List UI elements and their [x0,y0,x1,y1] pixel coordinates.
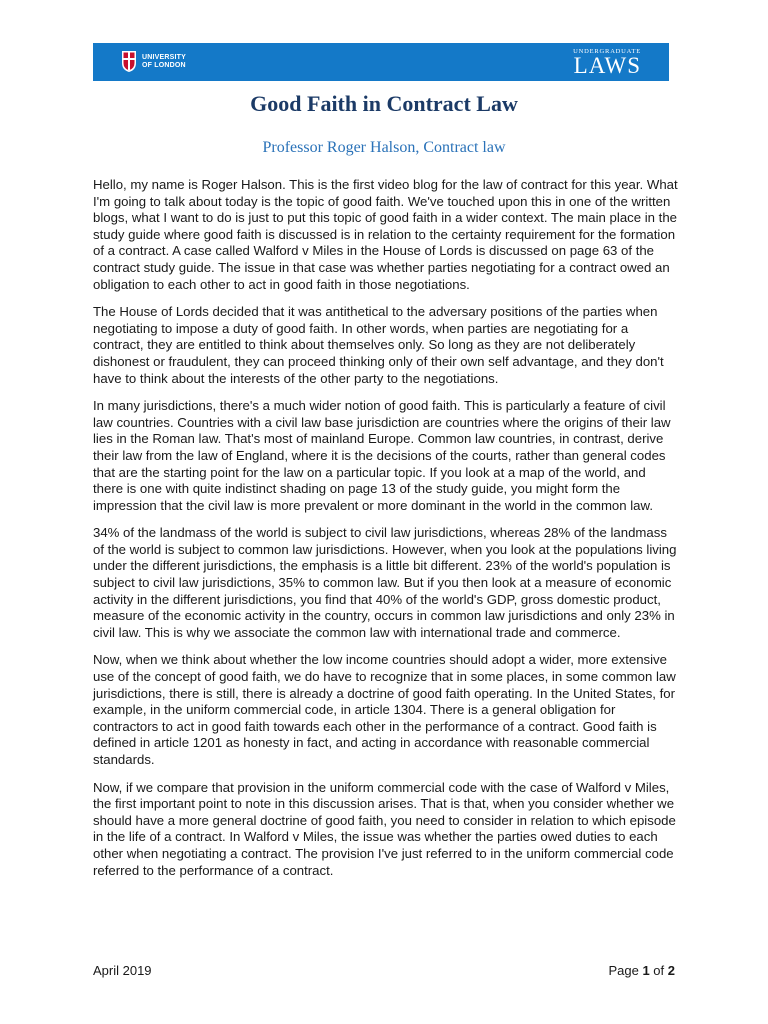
paragraph: The House of Lords decided that it was antithetical to the adversary positions of the parties when negotiating to impose a duty of good faith. In other words, when parties are negotiating for a contract, they are entitled to think about themselves only. So long as they are not deliberately dishonest or fraudulent, they can proceed thinking only of their own self advantage, and they don't have to think about the interests of the other party to the negotiations. [93,304,664,386]
page-total: 2 [667,963,675,978]
footer-date: April 2019 [93,963,152,978]
paragraph: In many jurisdictions, there's a much wider notion of good faith. This is particularly a feature of civil law countries. Countries with a civil law base jurisdiction are countries where the origins of their law lies in the Roman law. That's most of mainland Europe. Common law countries, in contrast, derive their law from the law of England, where it is the decisions of the courts, rather than general codes that are the starting point for the law on a particular topic. If you look at a map of the world, and there is one with quite indistinct shading on page 13 of the study guide, you might form the impression that the civil law is more prevalent or more dominant in the world in the common law. [93,398,671,513]
paragraph: Hello, my name is Roger Halson. This is the first video blog for the law of contract for this year. What I'm going to talk about today is the topic of good faith. We've touched upon this in one of the written blogs, what I want to do is just to put this topic of good faith in a wider context. The main place in the study guide where good faith is discussed is in relation to the certainty requirement for the formation of a contract. A case called Walford v Miles in the House of Lords is discussed on page 63 of the contract study guide. The issue in that case was whether parties negotiating for a contract owed an obligation to each other to act in good faith in those negotiations. [93,177,678,292]
paragraph: Now, if we compare that provision in the uniform commercial code with the case of Walford v Miles, the first important point to note in this discussion arises. That is that, when you consider whether we should have a more general doctrine of good faith, you need to consider in relation to which episode in the life of a contract. In Walford v Miles, the issue was whether the parties owed duties to each other when negotiating a contract. The provision I've just referred to in the uniform commercial code referred to the performance of a contract. [93,779,676,878]
document-body [93,177,679,890]
header-banner [93,43,669,81]
laws-wordmark: LAWS [573,53,641,78]
page-label: Page [608,963,639,978]
document-subtitle: Professor Roger Halson, Contract law [262,139,506,156]
undergraduate-laws-logo [573,48,641,77]
university-crest-icon [121,50,137,73]
university-of-london-logo [121,50,186,73]
footer-page-number [608,963,675,978]
laws-kicker: UNDERGRADUATE [573,48,641,55]
paragraph: Now, when we think about whether the low income countries should adopt a wider, more extensive use of the concept of good faith, we do have to recognize that in some places, in some common law jurisdictions, there is still, there is already a doctrine of good faith operating. In the United States, for example, in the uniform commercial code, in article 1304. There is a general obligation for contractors to act in good faith towards each other in the performance of a contract. Good faith is defined in article 1201 as honesty in fact, and acting in accordance with reasonable commercial standards. [93,652,676,767]
paragraph: 34% of the landmass of the world is subject to civil law jurisdictions, whereas 28% of the landmass of the world is subject to common law jurisdictions. However, when you look at the populations living under the different jurisdictions, the emphasis is a little bit different. 23% of the world's population is subject to civil law jurisdictions, 35% to common law. But if you then look at a measure of economic activity in the different jurisdictions, you find that 40% of the world's GDP, gross domestic product, measure of the economic activity in the country, occurs in common law jurisdictions and only 23% in civil law. This is why we associate the common law with international trade and commerce. [93,525,677,640]
page-of: of [653,963,665,978]
university-line-2: OF LONDON [142,61,186,69]
university-line-1: UNIVERSITY [142,53,187,61]
document-title: Good Faith in Contract Law [250,91,518,116]
page-current: 1 [642,963,650,978]
